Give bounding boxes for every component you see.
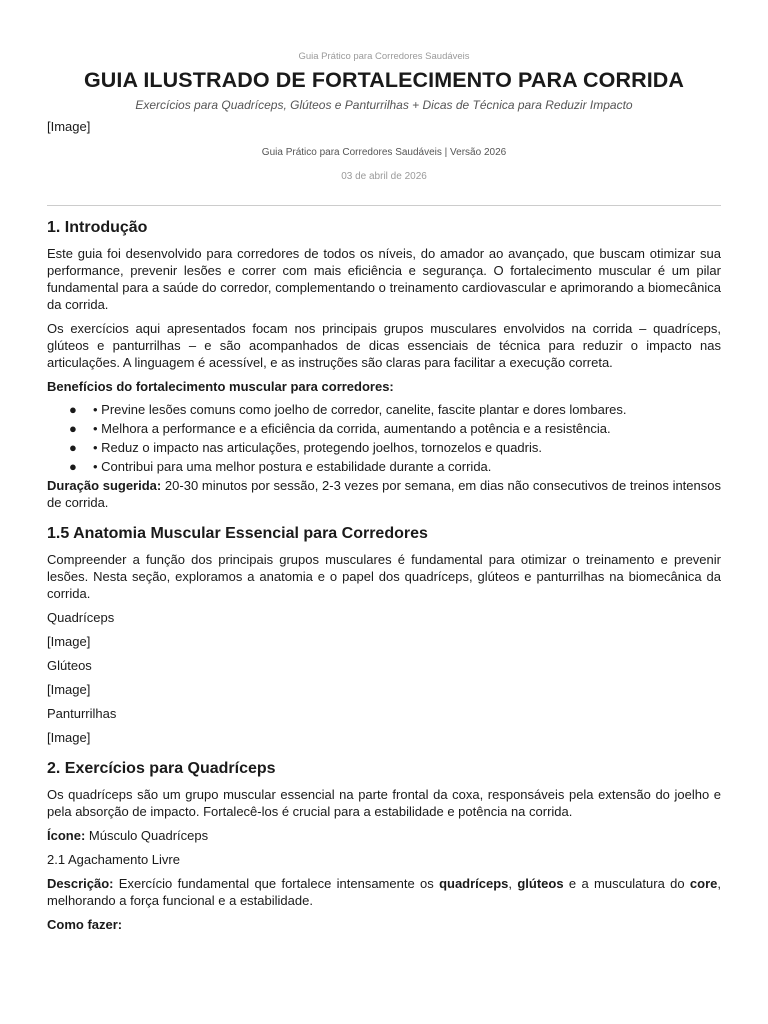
quadriceps-paragraph: Os quadríceps são um grupo muscular essencial na parte frontal da coxa, responsáveis pela extensão do joelho e pela absorção de impacto. Fortalecê-los é crucial para a estabilidade e potência na corrida. (47, 787, 721, 819)
duration-note: Duração sugerida: 20-30 minutos por sessão, 2-3 vezes por semana, em dias não consecutivos de treinos intensos de corrida. (47, 478, 721, 510)
benefits-list (47, 401, 721, 475)
image-placeholder-quadriceps: [Image] (47, 634, 91, 649)
image-placeholder-gluteos: [Image] (47, 682, 91, 697)
icon-note: Ícone: Músculo Quadríceps (47, 828, 209, 843)
list-item: ● • Melhora a performance e a eficiência da corrida, aumentando a potência e a resistência. (69, 421, 611, 436)
document-subtitle: Exercícios para Quadríceps, Glúteos e Panturrilhas + Dicas de Técnica para Reduzir Impacto (135, 98, 633, 112)
exercise-description: Descrição: Exercício fundamental que fortalece intensamente os quadríceps, glúteos e a musculatura do core, melhorando a força funcional e a estabilidade. (47, 876, 722, 908)
section-heading-quadriceps: 2. Exercícios para Quadríceps (47, 760, 276, 777)
muscle-label-gluteos: Glúteos (47, 658, 92, 673)
anatomy-paragraph: Compreender a função dos principais grupos musculares é fundamental para otimizar o treinamento e prevenir lesões. Nesta seção, exploramos a anatomia e o papel dos quadríceps, glúteos e panturrilhas na biomecânica da corrida. (47, 552, 721, 601)
intro-paragraph-1: Este guia foi desenvolvido para corredores de todos os níveis, do amador ao avançado, que buscam otimizar sua performance, prevenir lesões e correr com mais eficiência e segurança. O fortalecimento muscular é um pilar fundamental para a saúde do corredor, complementando o treinamento cardiovascular e aprimorando a biomecânica da corrida. (47, 246, 721, 312)
document-title: GUIA ILUSTRADO DE FORTALECIMENTO PARA CORRIDA (83, 68, 685, 92)
how-to-label: Como fazer: (47, 917, 123, 932)
image-placeholder-panturrilhas: [Image] (47, 730, 91, 745)
list-item: ● • Previne lesões comuns como joelho de corredor, canelite, fascite plantar e dores lombares. (69, 402, 627, 417)
running-header: Guia Prático para Corredores Saudáveis (298, 51, 470, 62)
bullet-icon: ● (69, 440, 77, 455)
section-heading-anatomia: 1.5 Anatomia Muscular Essencial para Corredores (47, 525, 428, 542)
bullet-icon: ● (69, 459, 77, 474)
bullet-icon: ● (69, 402, 77, 417)
list-item: ● • Contribui para uma melhor postura e estabilidade durante a corrida. (69, 459, 492, 474)
document-meta: Guia Prático para Corredores Saudáveis | Versão 2026 (261, 147, 507, 158)
intro-paragraph-2: Os exercícios aqui apresentados focam nos principais grupos musculares envolvidos na corrida – quadríceps, glúteos e panturrilhas – e são acompanhados de dicas essenciais de técnica para reduzir o impacto nas articulações. A linguagem é acessível, e as instruções são claras para facilitar a execução correta. (47, 321, 721, 370)
header-divider (47, 205, 721, 206)
exercise-subheading: 2.1 Agachamento Livre (47, 852, 180, 867)
muscle-label-panturrilhas: Panturrilhas (47, 706, 117, 721)
document-date: 03 de abril de 2026 (341, 171, 427, 182)
muscle-label-quadriceps: Quadríceps (47, 610, 115, 625)
bullet-icon: ● (69, 421, 77, 436)
benefits-title: Benefícios do fortalecimento muscular para corredores: (47, 379, 394, 394)
cover-image-placeholder: [Image] (47, 119, 91, 134)
list-item: ● • Reduz o impacto nas articulações, protegendo joelhos, tornozelos e quadris. (69, 440, 542, 455)
section-heading-introducao: 1. Introdução (47, 219, 148, 236)
